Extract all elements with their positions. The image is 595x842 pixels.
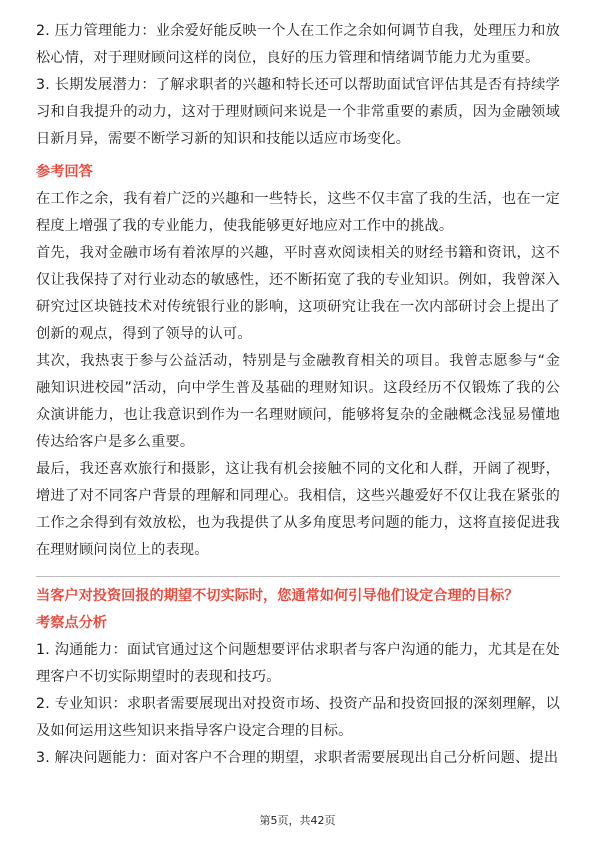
section-divider	[36, 576, 560, 577]
professional-knowledge-item: 2. 专业知识：求职者需要展现出对投资市场、投资产品和投资回报的深刻理解，以及如何运用这些知识来指导客户设定合理的目标。	[36, 696, 560, 739]
reference-answer-heading: 参考回答	[36, 164, 93, 180]
answer-paragraph-last: 最后，我还喜欢旅行和摄影，这让我有机会接触不同的文化和人群，开阔了视野，增进了对不同客户背景的理解和同理心。我相信，这些兴趣爱好不仅让我在紧张的工作之余得到有效放松，也为我提供了从多角度思考问题的能力，这将直接促进我在理财顾问岗位上的表现。	[36, 461, 560, 558]
long-term-potential-item: 3. 长期发展潜力：了解求职者的兴趣和特长还可以帮助面试官评估其是否有持续学习和自我提升的动力，这对于理财顾问来说是一个非常重要的素质，因为金融领域日新月异，需要不断学习新的知识和技能以适应市场变化。	[36, 77, 560, 147]
page-number: 第5页，共42页	[259, 814, 336, 827]
problem-solving-item: 3. 解决问题能力：面对客户不合理的期望，求职者需要展现出自己分析问题、提出	[36, 750, 559, 766]
answer-paragraph-intro: 在工作之余，我有着广泛的兴趣和一些特长，这些不仅丰富了我的生活，也在一定程度上增强了我的专业能力，使我能够更好地应对工作中的挑战。	[36, 191, 560, 234]
page-content	[36, 18, 560, 772]
answer-paragraph-first: 首先，我对金融市场有着浓厚的兴趣，平时喜欢阅读相关的财经书籍和资讯，这不仅让我保持了对行业动态的敏感性，还不断拓宽了我的专业知识。例如，我曾深入研究过区块链技术对传统银行业的影响，这项研究让我在一次内部研讨会上提出了创新的观点，得到了领导的认可。	[36, 245, 560, 342]
stress-management-item: 2. 压力管理能力：业余爱好能反映一个人在工作之余如何调节自我，处理压力和放松心情，对于理财顾问这样的岗位，良好的压力管理和情绪调节能力尤为重要。	[36, 23, 560, 66]
question-title: 当客户对投资回报的期望不切实际时，您通常如何引导他们设定合理的目标？	[36, 588, 519, 604]
answer-paragraph-second: 其次，我热衷于参与公益活动，特别是与金融教育相关的项目。我曾志愿参与“金融知识进校园”活动，向中学生普及基础的理财知识。这段经历不仅锻炼了我的公众演讲能力，也让我意识到作为一名理财顾问，能够将复杂的金融概念浅显易懂地传达给客户是多么重要。	[36, 353, 560, 450]
communication-item: 1. 沟通能力：面试官通过这个问题想要评估求职者与客户沟通的能力，尤其是在处理客户不切实际期望时的表现和技巧。	[36, 642, 560, 685]
analysis-heading: 考察点分析	[36, 615, 107, 631]
